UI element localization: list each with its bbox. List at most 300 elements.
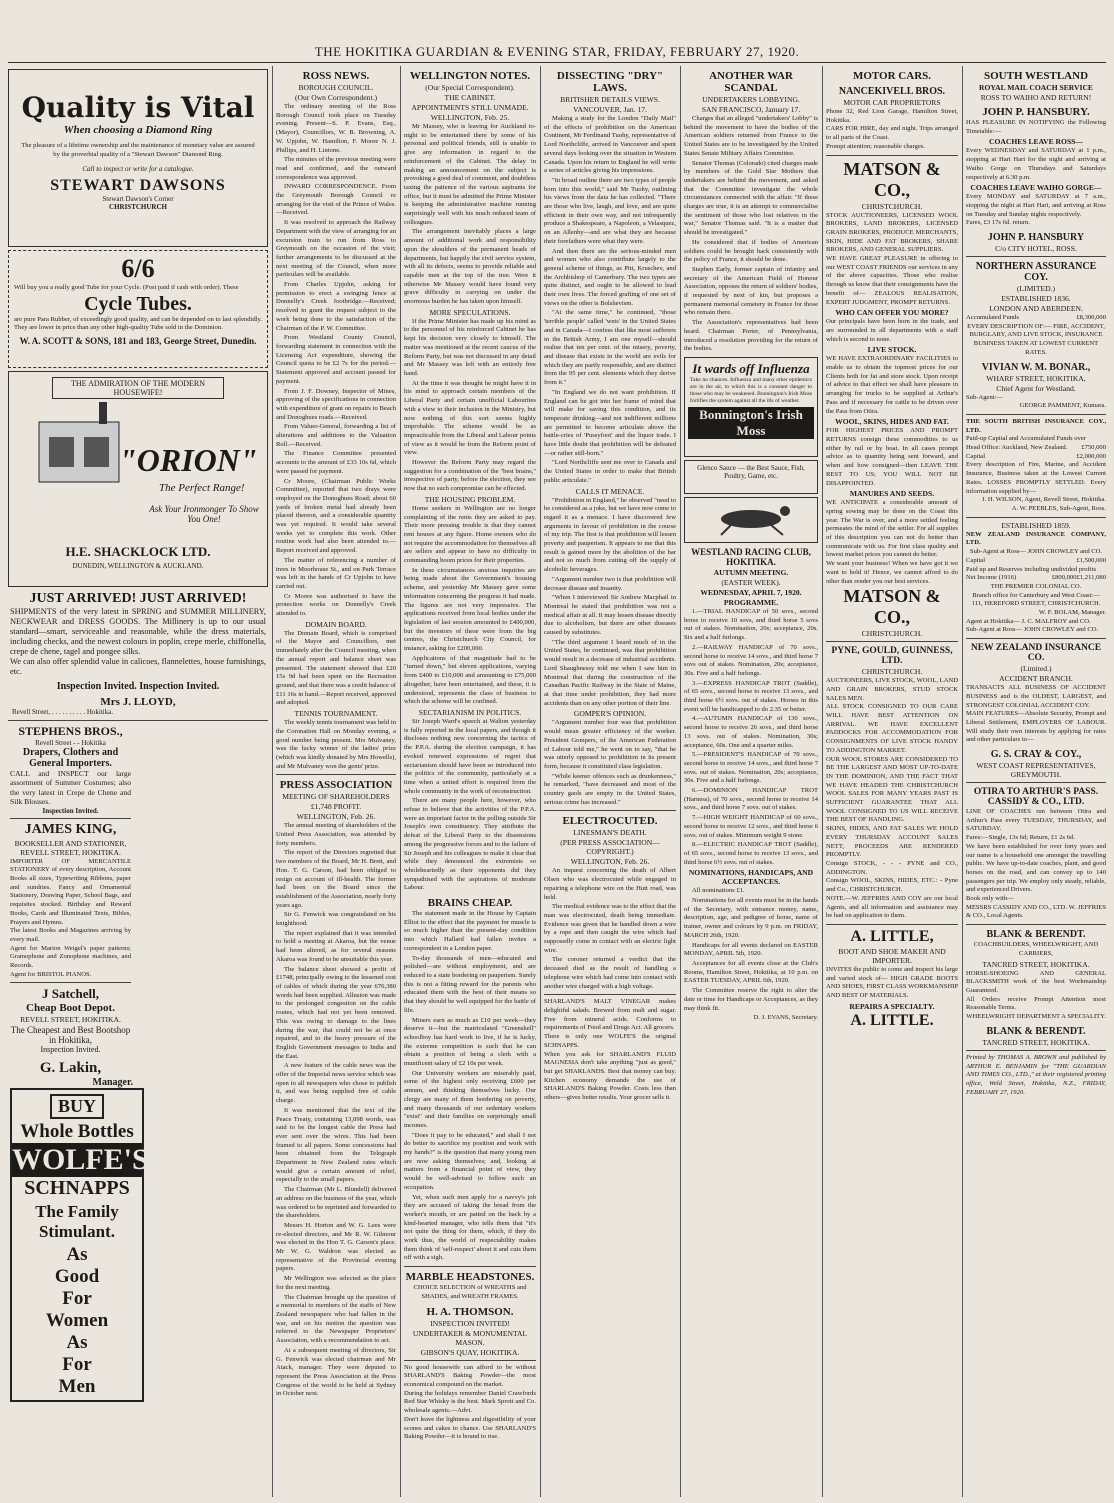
nzi-agent: G. S. CRAY & COY.,	[990, 749, 1082, 761]
sw-sign-2: C/o CITY HOTEL, ROSS.	[995, 244, 1077, 254]
column-7	[964, 66, 1108, 1497]
dry-heading: DISSECTING "DRY" LAWS.	[556, 70, 664, 94]
orion-top: THE ADMIRATION OF THE MODERN HOUSEWIFE!	[52, 377, 224, 399]
scandal-body	[684, 115, 818, 354]
paragraph: The minutes of the previous meeting were read and confirmed, and the outward correspondence was approved.	[276, 156, 396, 181]
lakin-name: G. Lakin,	[39, 1060, 102, 1077]
sw-sub: ROYAL MAIL COACH SERVICE	[978, 83, 1093, 92]
crawford-notice: During the holidays remember Daniel Crawfords Red Star Whisky is the best. Mark Sprott and Co. wholesale agents.—Advt.	[404, 1389, 536, 1415]
ross-council: BOROUGH COUNCIL.	[298, 83, 374, 92]
sectarianism-body	[404, 718, 536, 893]
paragraph: "Prohibition in England," he observed "need to be considered as a joke, but we have now come to regard it as a menace. I have discovered few arguments in favour of prohibition in the course of my trip. The first is that prohibition will lessen poverty and pauperism. It appears to me that this result is gained more by the abolition of the bar and not so much from cutting off the supply of alcoholic beverages.	[544, 496, 677, 574]
paragraph: From Charles Upjohn, asking for permission to erect a swinging fence at Donnelly's Creek footbridge.—Received; resolved to grant the request subject to the work being done to the satisfaction of the Chairman of the P. W. Committee.	[276, 281, 396, 332]
speculations-body	[404, 318, 536, 494]
paragraph: The Domain Board, which is comprised of the Mayor and Councillors, met immediately after the Council meeting, when the annual report and balance sheet was presented. The statement showed that £20 15s 9d had been spent on the Recreation ground, and that there was a credit balance of £11 16s in hand.—Report received, approved and adopted.	[276, 629, 396, 707]
paragraph: Messrs H. Horton and W. G. Lees were re-elected directors, and Mr R. W. Gilmour was elected in the Hon T. G. Carson's place. Mr W. G. Waldron was elected as representative of the Provincial evening papers.	[276, 1221, 396, 1273]
just-arrived-advert	[8, 591, 268, 716]
divider	[404, 1266, 536, 1267]
scandal-sub: UNDERTAKERS LOBBYING.	[702, 95, 800, 104]
nzi-agent-2: WEST COAST REPRESENTATIVES, GREYMOUTH.	[976, 761, 1096, 780]
motor-name: NANCEKIVELL BROS.	[838, 86, 946, 97]
left-subcolumn	[8, 724, 133, 1088]
buy-line-10: For	[62, 1354, 92, 1376]
dawson-body: The pleasure of a lifetime ownership and the maintenance of monetary value are assured by the proverbial quality of a "Stewart Dawson" Diamond Ring.	[21, 142, 255, 158]
matson-city-2: CHRISTCHURCH.	[861, 629, 923, 639]
king-body-3: Agent for Marion Weigel's paper patterns; Gramophone and Zonophone machines, and Records.	[10, 944, 131, 970]
nz-agent: Agent at Hokitika— J. C. MALFROY and CO.	[966, 617, 1091, 625]
wool-body: FOR HIGHEST PRICES AND PROMPT RETURNS consign these commodities to us either by rail or by boat. In all cases prompt advice as to quantity being sent forward, and when and how consigned—then LEAVE THE REST TO US; YOU WILL NOT BE DISAPPOINTED.	[826, 427, 958, 487]
chimney-shape	[99, 402, 107, 424]
wellington-date: WELLINGTON, Feb. 25.	[430, 113, 510, 122]
blank-body-2: All Orders receive Prompt Attention most Reasonable Terms.	[966, 995, 1106, 1012]
motor-body: CARS FOR HIRE, day and night. Trips arranged to all parts of the Coast.	[826, 125, 958, 142]
blank-body: HORSE-SHOEING AND GENERAL BLACKSMITH work of the best Workmanship Guaranteed.	[966, 969, 1106, 994]
paragraph: To-day thousands of men—educated and polished—are without employment, and are reduced to a state bordering on pauperism. Surely this is not a fitting reward for the parents who educated them with the best of their means so that they should be well equipped for the battle of life.	[404, 954, 536, 1014]
scandal-date: SAN FRANCISCO, January 17.	[701, 105, 801, 114]
race-item: 5.—PRESIDENT'S HANDICAP of 70 sovs., second horse to receive 14 sovs., and third horse 7 sovs. out of stakes. Nomination, 20s; acceptance, 30s. Five and a half furlongs.	[684, 751, 818, 785]
buy-line-3: SCHNAPPS	[24, 1177, 130, 1200]
nz-subagent: Sub-Agent at Ross— JOHN CROWLEY and CO.	[966, 626, 1099, 634]
paragraph: The coroner returned a verdict that the deceased died as the result of handling a telephone wire which had come into contact with another wire charged with a high voltage.	[544, 956, 676, 990]
racing-day: WEDNESDAY, APRIL 7, 1920.	[700, 587, 802, 597]
paragraph: Our University workers are miserably paid, some of the highest only receiving £600 per annum, and thinking themselves lucky. Our clergy are many of them bordering on poverty, and many thousands of our sedentary workers "exist" and their families on surprisingly small incomes.	[404, 1069, 536, 1129]
nz-est: ESTABLISHED 1859.	[1001, 520, 1071, 530]
pyne-note: NOTE.—W. JEFFRIES AND COY are our local Agents, and all information and assistance may be had on application to them.	[826, 894, 958, 920]
little-repairs: REPAIRS A SPECIALTY.	[849, 1001, 935, 1011]
paragraph: Sir Joseph Ward's speech at Walton yesterday is fully reported in the local papers, and though it discloses nothing new concerning the tactics of the P.P.A. during the election campaign, it has evoked renewed expressions of regret that sectarianism should have been so introduced into the politics of the community, particularly at a time when a united effort is required from the whole community in the work of reconstruction.	[404, 718, 536, 795]
divider	[966, 782, 1106, 783]
sw-body-2: Every WEDNESDAY and SATURDAY at 1 p.m., stopping at Hari Hari for the night and arriving at Waiho Gorge on Thursdays and Saturdays respectively at 6.30 p.m.	[966, 147, 1106, 181]
blank-trade: COACHBUILDERS, WHEELWRIGHT, AND CARRIERS,	[973, 941, 1099, 957]
column-rule	[400, 66, 401, 1497]
stephens-trade: Drapers, Clothers and General Importers.	[22, 747, 119, 769]
paragraph: The Chairman brought up the question of a memorial to members of the staffs of New Zealand newspapers who had fallen in the war, and on his motion the question was referred to the Newspaper Proprietors' Association, with a recommendation to act.	[276, 1293, 396, 1345]
paragraph: The arrangement inevitably places a large amount of additional work and responsibility upon the shoulders of the permanent heads of departments, but happily the civil service system, with all its defects, seems to provide reliable and capable men at the top of the tree. Were it otherwise Mr Massey would have found very grave difficulty in carrying on under the enormous burden he has taken upon himself.	[404, 228, 536, 306]
scandal-heading: ANOTHER WAR SCANDAL	[709, 70, 793, 94]
motor-sub: MOTOR CAR PROPRIETORS	[843, 98, 941, 107]
paragraph: The weekly tennis tournament was held in the Coronation Hall on Monday evening, a good number being present. Mrs Mulvaney, was the lucky winner of the ladies' prize (which was kindly donated by Mrs Howells), and Mr Mulvaney won the gents' prize.	[276, 719, 396, 770]
cycle-tubes-advert	[8, 250, 268, 368]
ross-news-heading: ROSS NEWS.	[302, 70, 370, 82]
nominations-heading: NOMINATIONS, HANDICAPS, AND ACCEPTANCES.	[688, 868, 814, 887]
divider	[966, 256, 1106, 257]
paragraph: Cr Moore was authorised to have the protection works on Donnelly's Creek attended to.	[276, 592, 396, 618]
otira-name: OTIRA TO ARTHUR'S PASS. CASSIDY & CO., LTD.	[973, 787, 1099, 808]
dawson-corner: Stewart Dawson's Corner	[102, 195, 174, 204]
blank-body-3: WHEELWRIGHT DEPARTMENT A SPECIALITY.	[966, 1013, 1106, 1021]
printer-imprint: Printed by THOMAS A. BROWN and published by ARTHUR E. BENJAMIN for "THE GUARDIAN AND TIMES CO., LTD.," at their registered printing office, Weld Street, Hokitika, N.Z., FRIDAY, FEBRUARY 27, 1920.	[966, 1053, 1106, 1096]
orion-brand: "ORION"	[119, 442, 258, 478]
tennis-heading: TENNIS TOURNAMENT.	[294, 709, 378, 719]
divider	[544, 810, 676, 811]
influenza-body: Take no chances. Influenza and many other epidemics are in the air, to which this is a constant danger to those who may be weakened. Bonnington's Irish Moss fortifies the system against all the ills of weather.	[690, 376, 812, 404]
paragraph: Sir G. Fenwick was congratulated on his knighthood.	[276, 911, 396, 928]
electrocuted-heading: ELECTROCUTED.	[562, 815, 658, 828]
paragraph: The statement made in the House by Captain Elliot to the effect that the payment for muscle is so much higher than the present-day condition into which Hallard had fallen invites a correspondent in a London paper.	[404, 910, 536, 952]
race-item: 1.—TRIAL HANDICAP of 50 sovs., second horse to receive 10 sovs, and third horse 5 sovs out of stakes. Nomination, 20s; acceptance, 20s. Six and a half furlongs.	[684, 607, 818, 642]
nzi-ltd: (Limited.)	[1020, 664, 1052, 674]
ross-corr: (Our Own Correspondent.)	[294, 93, 378, 102]
appointments-heading: APPOINTMENTS STILL UNMADE.	[411, 103, 529, 112]
horse-head-shape	[780, 506, 790, 516]
paragraph: INWARD CORRESPONDENCE. From the Greymouth Borough Council re arranging for the visit of the Prince of Wales.—Received.	[276, 183, 396, 217]
na-city: LONDON AND ABERDEEN.	[989, 304, 1083, 314]
masthead-rule	[8, 62, 1106, 63]
paragraph: Yet, when such men apply for a navvy's job they are accused of taking the bread from the worker's mouth, or are patted on the back by a kind-hearted manager, who tells them that "it's not quite the thing for them, which, if they do work thus, the world of respectability makes them think of 'self-respect' about it and cuts them off with a sigh.	[404, 1193, 536, 1262]
domain-body	[276, 630, 396, 708]
electrocuted-source: (PER PRESS ASSOCIATION—COPYRIGHT.)	[560, 838, 660, 857]
dawson-city: CHRISTCHURCH	[109, 203, 167, 212]
paragraph: All nominations £1.	[692, 887, 745, 895]
stephens-addr: Revell Street - - Hokitika	[35, 739, 106, 747]
divider	[544, 994, 676, 995]
bonar-addr: WHARF STREET, HOKITIKA,	[986, 373, 1086, 383]
influenza-heading: It wards off Influenza	[692, 360, 810, 376]
wellington-body	[404, 123, 536, 307]
manures-body-2: We want your business! When we have got it we want to hold it! Hence, we cannot afford to do other than render you our best services.	[826, 560, 958, 585]
sw-body-3: Every MONDAY and SATURDAY at 7 a.m., stopping the night at Hari Hari, and arriving at Ross on Tuesday and Sunday nights respectively.	[966, 193, 1106, 218]
sbi-cap-row	[966, 453, 1106, 462]
na-funds-row	[966, 314, 1106, 323]
racing-programme: PROGRAMME.	[723, 597, 779, 607]
dawson-headline: Quality is Vital	[21, 91, 255, 124]
sw-body: HAS PLEASURE IN NOTIFYING the Following Timetable:—	[966, 119, 1106, 135]
buy-line-2: WOLFE'S	[12, 1143, 149, 1177]
pyne-consign-2: Consign WOOL, SKINS, HIDES, ETC.: - Pyne and Co., CHRISTCHURCH.	[826, 877, 958, 894]
satchell-depot: Cheap Boot Depot.	[26, 1002, 115, 1015]
matson-name: MATSON & CO.,	[843, 158, 941, 200]
paragraph: The balance sheet showed a profit of £1748, principally owing to the lessened cost of cables of which during the year 676,380 words had been supplied. Allusion was made to the prolonged congestion on the cable routes, which had not yet been removed. This was owing to damage to the lines during the war, that could not be at once repaired, and to the heavy pressure of the English Government messages to India and the East.	[276, 965, 396, 1060]
manures-body: WE ANTICIPATE a considerable amount of spring sowing may be done on the Coast this year. The War is over, and a more settled feeling permeates the mind of the settler. For all supplies of this description you can not do better than communicate with us. For first class quality and lowest market prices you cannot do better.	[826, 499, 958, 559]
domain-heading: DOMAIN BOARD.	[305, 619, 367, 629]
orion-range-advert	[8, 371, 268, 587]
na-est: ESTABLISHED 1836.	[1001, 294, 1071, 304]
sbi-hq: Head Office: Auckland, New Zealand.	[966, 444, 1068, 452]
divider	[10, 982, 131, 983]
oven-door-shape	[49, 437, 74, 467]
column-2	[274, 66, 398, 1497]
blank-addr-2: TANCRED STREET, HOKITIKA.	[982, 1037, 1090, 1047]
press-sub: MEETING OF SHAREHOLDERS	[282, 792, 390, 802]
masthead	[0, 44, 1114, 60]
irish-moss-advert	[684, 357, 818, 457]
otira-agent: MESSRS CASSIDY AND CO., LTD. W. JEFFRIES & CO., Local Agents.	[966, 903, 1106, 920]
divider	[8, 720, 268, 721]
paragraph: Handicaps for all events declared on EASTER MONDAY, APRIL 5th, 1920.	[684, 941, 818, 958]
livestock-body: WE HAVE EXTRAORDINARY FACILITIES to enable us to obtain the topmost prices for our Clients both for fat and store stock. Upon receipt of advice to that effect we shall have pleasure in arranging for trucks to be supplied at Arthur's Pass and if necessary for cattle to be driven over the Pass from Otira.	[826, 355, 958, 415]
satchell-line2: Inspection Invited.	[40, 1045, 101, 1055]
paragraph: Making a study for the London "Daily Mail" of the effects of prohibition on the American Continent, Mr Ferdinand Tuohy, representative of Lord Northcliffe, arrived in Vancouver and spent several days looking over the situation in Western Canada. Upon his return to England he will write a series of articles giving his impressions.	[544, 115, 676, 175]
sharland-notice: No good housewife can afford to be without SHARLAND'S Baking Powder—the most economical compound on the market.	[404, 1363, 536, 1388]
sw-name: JOHN P. HANSBURY.	[982, 106, 1090, 118]
sbi-cap-label: Capital	[966, 452, 986, 460]
racehorse-icon	[691, 501, 811, 537]
matson-body-2: WE HAVE GREAT PLEASURE in offering to our WEST COAST FRIENDS our services in any of the above capacities. Those who realise through us know that their consignments have the benefit of— ZEALOUS REALISATION, EXPERT JUDGMENT, PROMPT RETURNS.	[826, 255, 958, 306]
buy-line-9: As	[66, 1332, 88, 1354]
paragraph: There are many people here, however, who refuse to believe that the activities of the P.P.A. were an important factor in the polling outside Sir Joseph's own constituency. They attribute the defeat of the Liberal Party to the dissensions among the progressive forces and to the failure of Sir Joseph and his colleagues to make it clear that while they denounced the extremists so wholeheartedly as their opponents did they sympathised with the aspirations of moderate Labour.	[404, 797, 536, 892]
menace-heading: CALLS IT MENACE.	[575, 486, 645, 496]
paragraph: "Argument number two is that prohibition will decrease disease and insanity.	[544, 575, 676, 592]
arrived-name: Mrs J. LLOYD,	[100, 696, 176, 708]
paragraph: The matter of referencing a number of trees in Moorhouse St., and on Park Terrace was left in the hands of Cr Upjohn to have carried out.	[276, 556, 396, 590]
lakin-role: Manager.	[92, 1077, 133, 1089]
sbi-paid-value: £750,000	[1081, 444, 1106, 452]
bonar-sub: Sub-Agent:—	[966, 393, 1003, 401]
na-funds-label: Accumulated Funds	[966, 314, 1019, 322]
divider	[10, 818, 131, 819]
paragraph: Stephen Early, former captain of infantry and secretary of the American Field of Honour Association, opposes the return of soldiers' bodies, if requested by next of kin, but proposes a permanent memorial cemetery in France for those who remain there.	[684, 265, 818, 317]
otira-body-2: We have been established for over forty years and our name is a household one amongst the travelling public. We have up-to-date coaches, plant, and good horses on the road, and can convey up to 140 passengers per trip. We employ only steady, reliable, and experienced Drivers.	[966, 842, 1106, 894]
horse-leg-shape	[721, 525, 731, 535]
divider	[826, 155, 958, 156]
tube-firm: W. A. SCOTT & SONS, 181 and 183, George Street, Dunedin.	[19, 336, 257, 347]
ross-body	[276, 103, 396, 619]
matson-name-2: MATSON & CO.,	[843, 586, 941, 628]
sbi-agent: J. H. WILSON, Agent, Revell Street, Hokitika.	[981, 496, 1106, 504]
paragraph: And then there are the serious-minded men and women who also contribute largely to the general scheme of things, as Pitt, Kruschev, and the Archbishop of Canterbury. The two types are quite distinct, and ought to be allowed to lead their own lives. The forced grafting of one set of views on the other is Bolshevism.	[544, 247, 676, 307]
pyne-body-3: OUR WOOL STORES ARE CONSIDERED TO BE THE LARGEST AND MOST UP-TO-DATE IN THE DOMINION, AND THE FACT THAT WE HAVE HEADED THE CHRISTCHURCH WOOL SALES FOR MANY YEARS PAST IS SUFFICIENT GUARANTEE THAT ALL WOOL CONSIGNED TO US WILL RECEIVE THE BEST OF HANDLING.	[826, 755, 958, 824]
na-funds-value: £8,300,000	[1076, 314, 1106, 322]
satchell-line1: The Cheapest and Best Bootshop in Hokitika,	[10, 1025, 131, 1046]
matson-question: WHO CAN OFFER YOU MORE?	[835, 308, 949, 318]
paragraph: From Valuer-General, forwarding a list of alterations and additions to the Valuation Roll.—Received.	[276, 423, 396, 448]
stephens-name: STEPHENS BROS.,	[18, 724, 123, 738]
column-rule	[822, 66, 823, 1497]
paragraph: "Does it pay to be educated," and shall I not do better to sacrifice my position and work with my hands?" is the question that many young men are now asking themselves; and, looking at matters from a financial point of view, they would be well-advised to follow such an occupation.	[404, 1131, 536, 1191]
race-list	[684, 608, 818, 867]
paragraph: "In broad outline there are two types of people born into this world," said Mr Tuohy, outlining his views from the data he has collected. "There are those who live, laugh, and love, and are quite efficient in their own way, and not infrequently produce a Shakespeare, a Napoleon, a Velasquez, on an Allenby—and are what they are because their forefathers were what they were.	[544, 176, 676, 245]
paragraph: He considered that if bodies of American soldiers could be brought back consistently with the policy of France, it should be done.	[684, 238, 818, 264]
marble-line-1: CHOICE SELECTION of WREATHS and SHADES, and WREATH FRAMES.	[413, 1284, 527, 1300]
paragraph: It was resolved to approach the Railway Department with the view of arranging for an excursion train to run from Ross to Greymouth on the occasion of the visit; further arrangements to be discussed at the next meeting of the Council, when more particulars will be available.	[276, 219, 396, 279]
electrocuted-sub: LINESMAN'S DEATH.	[573, 828, 647, 838]
buy-line-8: Women	[45, 1310, 109, 1332]
column-rule	[680, 66, 681, 1497]
race-item: 3.—EXPRESS HANDICAP TROT (Saddle), of 65 sovs., second horse to receive 13 sovs., and third horse 6½ sovs. out of stakes. Horses in this event will be handicapped to do 2.35 or better.	[684, 679, 818, 713]
dawson-brand: STEWART DAWSONS	[50, 177, 226, 195]
paragraph: Acceptances for all events close at the Club's Rooms, Hamilton Street, Hokitika, at 10 p.m. on EASTER TUESDAY, APRIL 6th, 1920.	[684, 960, 818, 985]
blank-name-2: BLANK & BERENDT.	[986, 1025, 1086, 1037]
little-name-2: A. LITTLE.	[850, 1011, 934, 1029]
paragraph: "Argument number four was that prohibition would mean greater efficiency of the worker. President Gompers, of the American Federation of Labour told me," he went on to say, "that he was utterly opposed to prohibition in its present form, because it constituted class legislation.	[544, 719, 676, 770]
speculations-heading: MORE SPECULATIONS.	[429, 307, 511, 317]
wellington-heading: WELLINGTON NOTES.	[409, 70, 531, 82]
sbi-cap-value: £2,000,000	[1076, 452, 1106, 460]
column-rule	[272, 66, 273, 1497]
race-item: 6.—DOMINION HANDICAP TROT (Harness), of 70 sovs., second horse to receive 14 sovs., and third horse 7 sovs. out of stakes.	[684, 787, 818, 812]
sectarianism-heading: SECTARIANISM IN POLITICS.	[418, 708, 522, 717]
bonar-role: Chief Agent for Westland.	[996, 383, 1076, 393]
buy-line-1: Whole Bottles	[20, 1121, 134, 1143]
buy-line-5: As	[66, 1244, 88, 1266]
nzi-body-2: MAIN FEATURES—Absolute Security, Prompt and Liberal Settlement, EMPLOYERS OF LABOUR. Will study their own interests by applying for rates and other particulars to—	[966, 710, 1106, 744]
race-item: 4.—AUTUMN HANDICAP of 130 sovs., second horse to receive 26 sovs., and third horse 13 sovs. out of stakes. Nomination, 30s; acceptance, 60s. One and a quarter miles.	[684, 715, 818, 749]
stephens-body: CALL and INSPECT our large assortment of Summer Costumes; also the very latest in Crepe de Chene and Silk Blouses.	[10, 769, 131, 807]
satchell-name: J Satchell,	[41, 986, 100, 1002]
otira-body: LINE OF COACHES run between Otira and Arthur's Pass every TUESDAY, THURSDAY, and SATURDAY.	[966, 808, 1106, 833]
race-item: 7.—HIGH WEIGHT HANDICAP of 60 sovs., second horse to receive 12 sovs., and third horse 6 sovs. out of stakes. Minimum weight 9 stone.	[684, 814, 818, 839]
masthead-title: THE HOKITIKA GUARDIAN & EVENING STAR, FRIDAY, FEBRUARY 27, 1920.	[314, 44, 800, 59]
otira-fares: Fares:—Single, 13s 6d; Return, £1 2s 6d.	[966, 834, 1075, 842]
schnapps-advert	[10, 1088, 149, 1402]
marble-line-4: GIBSON'S QUAY, HOKITIKA.	[420, 1347, 520, 1357]
king-sub: BOOKSELLER AND STATIONER, REVELL STREET, HOKITIKA.	[14, 838, 127, 857]
paragraph: Applications of that magnitude had to be "turned down," but eleven applications, varying from £400 to £10,000 and amounting to £75,000 altogether, have been entertained, and these, it is understood, represents the class of business to which the scheme will be confined.	[404, 654, 536, 706]
matson-city: CHRISTCHURCH.	[861, 201, 923, 211]
press-heading: PRESS ASSOCIATION	[279, 779, 393, 792]
divider	[966, 924, 1106, 925]
column-rule	[962, 66, 963, 1497]
paragraph: The Association's representatives had been heard. Chairman Porter, of Pennsylvania, introduced a resolution providing for the return of the bodies.	[684, 319, 818, 353]
marble-name: H. A. THOMSON.	[426, 1305, 514, 1318]
paragraph: The report of the Directors regretted that two members of the Board, Mr H. Brett, and Hon. T. G. Carson, had been obliged to resign on account of ill-health. The former had been on the Board since the establishment of the Association, nearly forty years ago.	[276, 849, 396, 909]
sbi-body: Every description of Fire, Marine, and Accident Insurance, Business taken at the Lowest Current Rates. LOSSES PROMPTLY SETTLED. Every information supplied by—	[966, 461, 1106, 495]
race-item: 8.—ELECTRIC HANDICAP TROT (Saddle), of 65 sovs., second horse to receive 13 sovs., and third horse 6½ sovs. out of stakes.	[684, 841, 818, 866]
nz-manager: W. F. BOLAM, Manager.	[1038, 609, 1106, 617]
buy-line-7: For	[62, 1288, 92, 1310]
malt-vinegar-notice: SHARLAND'S MALT VINEGAR makes delightful salads. Brewed from malt and sugar. Free from mineral acids. Conforms to requirements of Food and Drugs Act. All grocers.	[544, 998, 676, 1032]
paragraph: Senator Thomas (Colorado) cited charges made by members of the Gold Star Mothers that undertakers are behind the movement, and asked that the Committee investigate the whole circumstances connected with the affair. "If these charges are true, it is an attempt to commercialise the sentiment of those who lost relatives in the war," Senator Thomas said. "It is a matter that should be investigated."	[684, 159, 818, 237]
sbi-paid-label: Paid-up Capital and Accumulated Funds over	[966, 435, 1086, 443]
paragraph: The Finance Committee presented accounts to the amount of £33 10s 6d, which were passed for payment.	[276, 450, 396, 475]
nz-cap-value: £1,500,000	[1076, 556, 1106, 564]
column-3	[402, 66, 538, 1497]
paragraph: "In England we do not want prohibition. If England can be got into her frame of mind that will make for saving this condition, and its temperate drinking—and not indifferent millions are permitted to become articulate above the battle-cries of 'Pussyfoot' and the liquor trade. I have little doubt that prohibition will be defeated—or rather still-born."	[544, 388, 676, 457]
nz-cap-row	[966, 557, 1106, 566]
motor-heading: MOTOR CARS.	[852, 70, 932, 82]
little-sub: BOOT AND SHOE MAKER AND IMPORTER.	[838, 946, 946, 965]
nzi-body: TRANSACTS ALL BUSINESS OF ACCIDENT BUSINESS and is the OLDEST, LARGEST, and STRONGEST COLONIAL ACCIDENT COY.	[966, 684, 1106, 709]
irish-moss-brand: Bonnington's Irish Moss	[688, 407, 814, 439]
electrocuted-date: WELLINGTON, Feb. 26.	[570, 857, 650, 867]
range-stove-illustration	[29, 402, 129, 492]
bonar-agent: GEORGE PAMMENT, Kumara.	[1019, 402, 1106, 410]
king-body: IMPORTER OF MERCANTILE STATIONERY of every description, Account Books all sizes, Typewriting Ribbons, paper and sundries. Fancy and Ornamental Stationery, Drawing Paper, School Bags, and requisites stocked. Birthday and Reward Books, Cards and Illuminated Texts, Bibles, Prayers and Hymns.	[10, 857, 131, 926]
stephens-inspect: Inspection Invited.	[42, 806, 99, 815]
manures-heading: MANURES AND SEEDS.	[849, 489, 935, 499]
tube-intro: Will buy you a really good Tube for your Cycle. (Post paid if cash with order). These	[14, 284, 239, 291]
pyne-body-2: ALL STOCK CONSIGNED TO OUR CARE WILL HAVE BEST ATTENTION ON ARRIVAL. WE HAVE EXCELLENT PADDOCKS FOR ACCOMMODATION FOR CONSIGNMENTS OF LIVE STOCK HANDY TO ADDINGTON MARKET.	[826, 703, 958, 754]
housing-body	[404, 505, 536, 707]
racing-meeting: AUTUMN MEETING.	[713, 567, 789, 577]
marble-heading: MARBLE HEADSTONES.	[405, 1271, 535, 1284]
pyne-consign: Consign STOCK, - - - PYNE and CO., ADDINGTON.	[826, 860, 958, 876]
column-1	[6, 66, 270, 1497]
nz-inc-value: £800,000	[1051, 574, 1077, 582]
divider	[966, 1050, 1106, 1051]
wellington-corr: (Our Special Correspondent).	[425, 83, 515, 92]
press-date: WELLINGTON, Feb. 26.	[296, 812, 376, 822]
paragraph: Charges that an alleged "undertakers' Lobby" is behind the movement to have the bodies of the American soldiers returned from France to the United States are to be investigated by the United States Senate Military Affairs Committee.	[684, 115, 818, 157]
racing-club: WESTLAND RACING CLUB, HOKITIKA.	[691, 546, 811, 567]
dry-sub: BRITISHER DETAILS VIEWS.	[560, 95, 660, 104]
dry-body	[544, 115, 676, 486]
paragraph: The report explained that it was intended to hold a meeting at Akaroa, but the venue had been altered, as for several reasons Akaroa was found to be unsuitable this year.	[276, 929, 396, 963]
column-6	[824, 66, 960, 1497]
nz-cap-label: Capital	[966, 556, 986, 564]
paragraph: The medical evidence was to the effect that the man was electrocuted, death being immediate. Evidence was given that he handled down a wire by a rope and then caught the wire which had supposedly come in contact with an electric light wire.	[544, 903, 677, 954]
orion-tagline: The Perfect Range!	[159, 482, 245, 494]
divider	[404, 1360, 536, 1361]
divider	[826, 641, 958, 642]
nz-premier: THE PREMIER COLONIAL CO.	[990, 582, 1082, 590]
tube-body: are pure Para Rubber, of exceedingly good quality, and can be depended on to last splendidly. They are lower in price than any other high-quality Tube sold in the Dominion.	[14, 315, 262, 332]
brains-heading: BRAINS CHEAP.	[427, 897, 513, 910]
paragraph: "At the same time," he continued, "those 'terrible people' called 'wets' in the United States and in Canada—I confess that like most sufferers in the British Army, I am one myself—should realise that ten per cent. of the misery, poverty, and disease that exists in the world are evils for which they are partly responsible, and are distinct from the 95 per cent. elements which they derive from it."	[544, 309, 676, 387]
divider	[826, 924, 958, 925]
arrived-body-2: We can also offer splendid value in calicoes, flannelettes, house furnishings, etc.	[10, 657, 266, 676]
column-rule	[540, 66, 541, 1497]
oven-door-shape	[84, 437, 109, 467]
glenco-advert: Glenco Sauce — the Best Sauce, Fish, Poultry, Game, etc.	[684, 460, 818, 494]
nz-name: NEW ZEALAND INSURANCE COMPANY, LTD.	[966, 530, 1106, 547]
gompers-heading: GOMPER'S OPINION.	[573, 709, 647, 719]
pyne-name: PYNE, GOULD, GUINNESS, LTD.	[831, 646, 953, 667]
racing-signature: D. J. EVANS, Secretary.	[753, 1014, 818, 1022]
nzi-name: NEW ZEALAND INSURANCE CO.	[970, 643, 1102, 664]
blank-name: BLANK & BERENDT.	[986, 929, 1086, 941]
orion-place: DUNEDIN, WELLINGTON & AUCKLAND.	[72, 562, 204, 570]
marble-line-2: INSPECTION INVITED!	[430, 1318, 510, 1328]
divider	[966, 414, 1106, 415]
paragraph: Mr Wellington was selected as the place for the next meeting.	[276, 1275, 396, 1291]
nz-addr: 111, HEREFORD STREET, CHRISTCHURCH.	[971, 600, 1101, 608]
paragraph: A new feature of the cable news was the offer of the Imperial news service which was open to all newspapers who chose to publish it, and was being supplied free of cable charge.	[276, 1062, 396, 1105]
na-ltd: (LIMITED.)	[1016, 284, 1056, 294]
nz-branch: Branch office for Canterbury and West Coast:—	[972, 591, 1100, 599]
buy-label: BUY	[50, 1094, 104, 1119]
dawson-advert	[8, 69, 268, 247]
nz-res-label: Paid up and Reserves including undivided profits	[966, 565, 1097, 573]
dawson-subhead: When choosing a Diamond Ring	[63, 124, 213, 136]
paragraph: The annual meeting of shareholders of the United Press Association, was attended by forty members.	[276, 822, 396, 847]
nominations-body	[684, 887, 818, 1013]
sbi-name: THE SOUTH BRITISH INSURANCE COY., LTD.	[966, 417, 1106, 434]
housing-heading: THE HOUSING PROBLEM.	[424, 494, 516, 504]
sw-fares: Fares, £3 17s 6d. return.	[966, 219, 1030, 227]
na-heading: NORTHERN ASSURANCE COY.	[975, 261, 1097, 284]
sw-coach: COACHES LEAVE ROSS—	[989, 137, 1083, 147]
king-body-4: Agent for BRISTOL PIANOS.	[10, 970, 92, 978]
na-body: EVERY DESCRIPTION OF:— FIRE, ACCIDENT, BURGLARY, AND LIVE STOCK, INSURANCE BUSINESS TAKEN AT LOWEST CURRENT RATES.	[967, 322, 1105, 356]
little-body: INVITES the public to come and inspect his large and varied stock of— HIGH GRADE BOOTS AND SHOES, FIRST CLASS WORKMANSHIP AND BEST OF MATERIALS.	[826, 965, 958, 1000]
paragraph: Mr Massey, who is leaving for Auckland to-night to be entertained there by some of his personal and political friends, still is unable to give any information in regard to the reinforcement of the Cabinet. The delay in making an announcement on the subject is provoking a good deal of comment, and doubtless taxing the patience of the various aspirants for office, but it must be admitted the Prime Minister is keeping the administrative machine running surprisingly well with his much reduced team of colleagues.	[404, 123, 536, 226]
matson-body: STOCK AUCTIONEERS, LICENSED WOOL BROKERS, LAND BROKERS, LICENSED GRAIN BROKERS, PRODUCE MERCHANTS, SKIN, HIDE AND FAT BROKERS, SHARE BROKERS, AND GENERAL SUPPLIERS.	[826, 211, 958, 254]
dawson-call: Call to inspect or write for a catalogue.	[82, 165, 194, 174]
paragraph: The Chairman (Mr L. Blundell) delivered an address on the business of the year, which was ordered to be reprinted and forwarded to the shareholders.	[276, 1186, 396, 1220]
paragraph: However the Reform Party may regard the suggestion for a combination of the "best brains," irrespective of party, before the election, they see now that no such compromise can be effected.	[404, 459, 536, 493]
tube-price: 6/6	[121, 254, 155, 283]
electrocuted-body	[544, 867, 676, 991]
paragraph: "When I interviewed Sir Andrew Macphail in Montreal he stated that prohibition was not a medical affair at all. It may lessen disease directly due to alcoholism, but there are other diseases caused by substitutes.	[544, 594, 676, 637]
sw-coach-2: COACHES LEAVE WAIHO GORGE—	[970, 183, 1102, 193]
paragraph: From J. F. Downey, Inspector of Mines, approving of the specifications in connection with expenditure of grant on repairs to Beach and Donoghues roads.—Received.	[276, 387, 396, 421]
paragraph: "While keener offences such as drunkenness," he remarked, "have decreased and most of the country gaols are empty in the United States, serious crime has increased."	[544, 772, 676, 806]
buy-line-11: Men	[58, 1376, 96, 1398]
horse-leg-shape	[771, 525, 783, 535]
wool-heading: WOOL, SKINS, HIDES AND FAT.	[835, 417, 949, 427]
divider	[276, 774, 396, 775]
column-4	[542, 66, 678, 1497]
paragraph: At a subsequent meeting of directors, Sir G. Fenwick was elected chairman and Mr Atack, manager. They were deputed to represent the Press Association at the Press Congress of the world to be held at Sydney in October next.	[276, 1346, 396, 1398]
brains-body	[404, 910, 536, 1263]
press-profit: £1,748 PROFIT.	[310, 802, 362, 812]
paragraph: An inquest concerning the death of Albert Olsen who was electrocuted while engaged in repairing a telephone wire on the Hutt road, was held.	[544, 867, 676, 901]
arrived-inspect: Inspection Invited. Inspection Invited.	[56, 681, 220, 692]
sbi-sub: A. W. PEEBLES, Sub-Agent, Ross.	[1011, 504, 1106, 512]
king-name: JAMES KING,	[24, 821, 117, 837]
bonar-name: VIVIAN W. M. BONAR.,	[981, 361, 1091, 373]
